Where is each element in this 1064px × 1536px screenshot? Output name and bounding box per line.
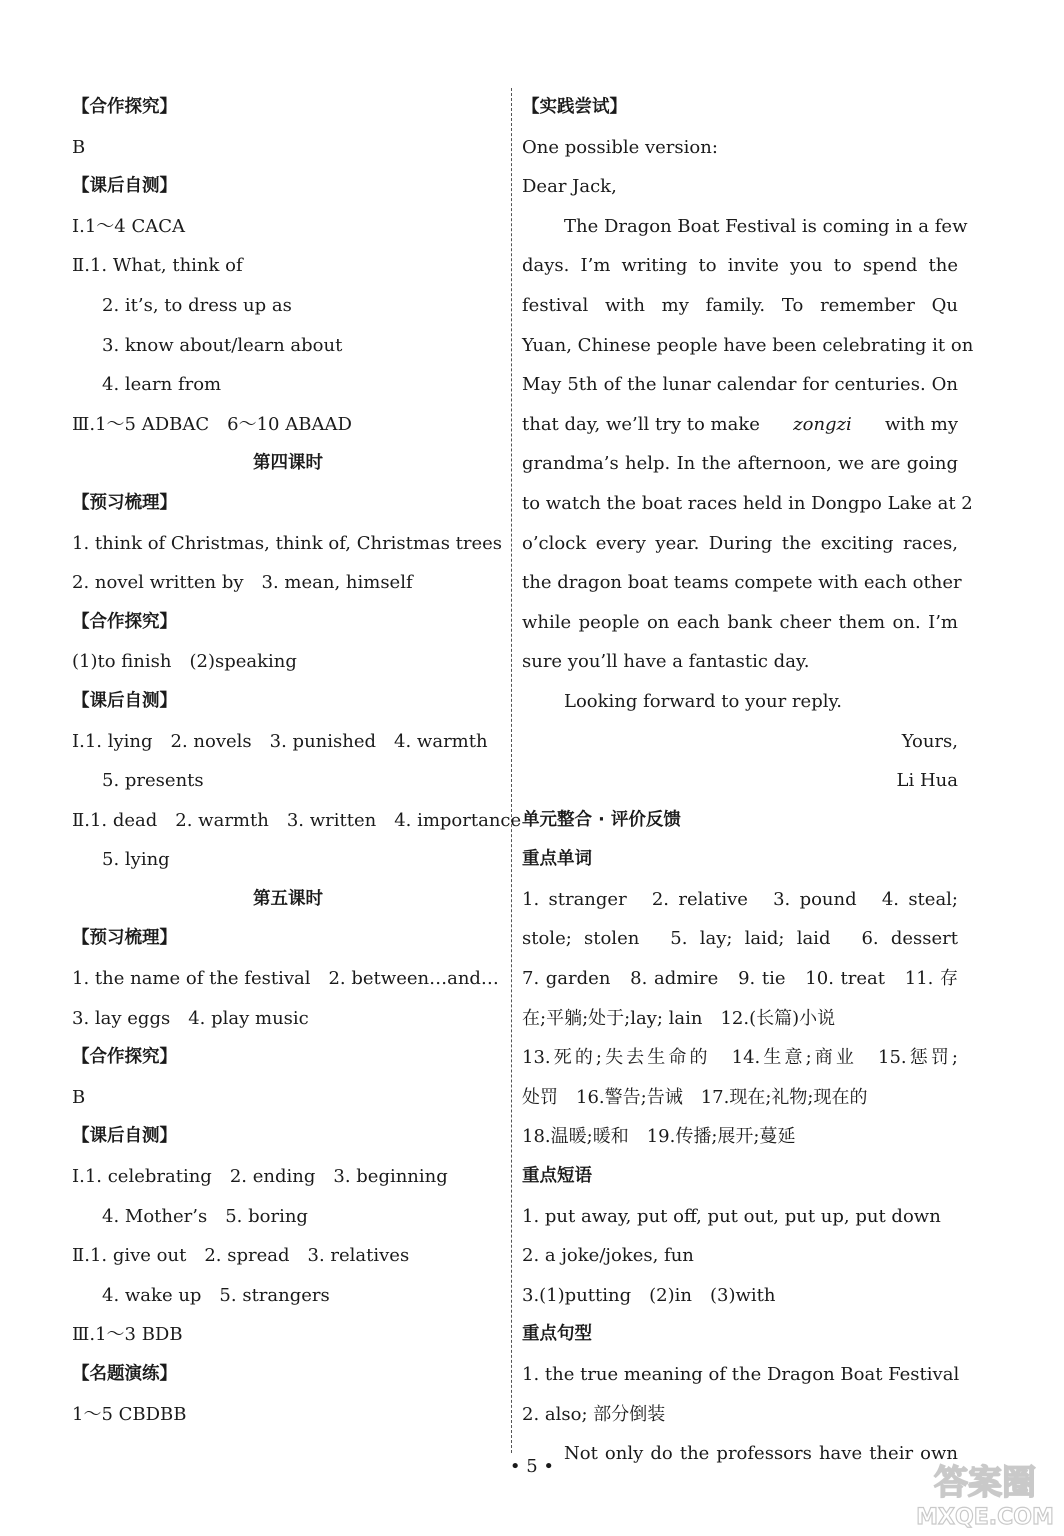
section-heading: 【预习梳理】	[72, 492, 177, 513]
answer-line: Ⅲ.1～5 ADBAC 6～10 ABAAD	[72, 413, 352, 435]
section-heading: 重点短语	[522, 1166, 592, 1187]
section-heading: 【实践尝试】	[522, 97, 627, 117]
letter-text: that day, we’ll try to make	[522, 413, 766, 435]
answer-line: 在;平躺;处于;lay; lain 12.(长篇)小说	[522, 1007, 836, 1029]
lesson-title: 第四课时	[253, 453, 323, 474]
letter-body-line: while people on each bank cheer them on. I’m	[522, 611, 958, 633]
lesson-title: 第五课时	[253, 888, 323, 909]
section-heading: 重点句型	[522, 1324, 592, 1345]
answer-line: stole; stolen 5. lay; laid; laid 6. dessert	[522, 928, 958, 950]
answer-line: Ⅰ.1～4 CACA	[72, 215, 186, 237]
letter-body-line: to watch the boat races held in Dongpo Lake at 2	[522, 492, 973, 514]
letter-body-line: the dragon boat teams compete with each other	[522, 572, 962, 594]
letter-body-line: Yuan, Chinese people have been celebrating it on	[522, 334, 974, 356]
answer-line: Ⅰ.1. celebrating 2. ending 3. beginning	[72, 1166, 448, 1188]
column-divider	[511, 88, 512, 1453]
letter-body-line: The Dragon Boat Festival is coming in a few	[564, 215, 968, 237]
answer-line: 4. learn from	[102, 374, 222, 396]
letter-signoff: Yours,	[901, 730, 958, 752]
answer-line: 1. the name of the festival 2. between…and…	[72, 968, 499, 990]
letter-salutation: Dear Jack,	[522, 176, 617, 198]
answer-line: 4. Mother’s 5. boring	[102, 1205, 308, 1227]
watermark-url: MXQE.COM	[916, 1505, 1054, 1530]
answer-line: 2. a joke/jokes, fun	[522, 1245, 694, 1267]
letter-intro: One possible version:	[522, 136, 718, 158]
answer-line: 1～5 CBDBB	[72, 1403, 187, 1425]
section-heading: 【课后自测】	[72, 1126, 177, 1147]
answer-line: 5. presents	[102, 770, 204, 792]
letter-body-line: days. I’m writing to invite you to spend the	[522, 255, 958, 277]
answer-line: 3. lay eggs 4. play music	[72, 1007, 309, 1029]
answer-line: 1. think of Christmas, think of, Christmas trees	[72, 532, 503, 554]
section-heading: 【名题演练】	[72, 1364, 177, 1384]
section-heading: 【合作探究】	[72, 1047, 177, 1068]
answer-line: 13.死的;失去生命的 14.生意;商业 15.惩罚;	[522, 1047, 958, 1069]
letter-body-line: grandma’s help. In the afternoon, we are going	[522, 453, 958, 475]
answer-line: Not only do the professors have their own	[564, 1443, 958, 1465]
section-heading: 重点单词	[522, 849, 592, 870]
letter-signature: Li Hua	[896, 770, 958, 792]
answer-line: Ⅱ.1. dead 2. warmth 3. written 4. importance	[72, 809, 522, 831]
unit-title: 单元整合 · 评价反馈	[522, 809, 681, 830]
letter-body-line: May 5th of the lunar calendar for centuries. On	[522, 374, 958, 396]
section-heading: 【课后自测】	[72, 176, 177, 197]
letter-italic-word: zongzi	[793, 413, 852, 435]
section-heading: 【课后自测】	[72, 690, 177, 711]
answer-line: (1)to finish (2)speaking	[72, 651, 297, 673]
answer-line: 1. stranger 2. relative 3. pound 4. steal;	[522, 888, 958, 910]
answer-line: B	[72, 136, 86, 158]
letter-body-line: sure you’ll have a fantastic day.	[522, 651, 810, 673]
watermark-text: 答案圈	[934, 1463, 1036, 1503]
answer-line: 1. put away, put off, put out, put up, put down	[522, 1205, 941, 1227]
section-heading: 【预习梳理】	[72, 928, 177, 949]
answer-line: 3.(1)putting (2)in (3)with	[522, 1284, 776, 1306]
answer-line: Ⅰ.1. lying 2. novels 3. punished 4. warmth	[72, 730, 488, 752]
section-heading: 【合作探究】	[72, 97, 177, 117]
answer-line: 3. know about/learn about	[102, 334, 343, 356]
answer-line: B	[72, 1086, 86, 1108]
answer-line: 1. the true meaning of the Dragon Boat Festival	[522, 1364, 960, 1385]
letter-closing: Looking forward to your reply.	[564, 690, 842, 712]
page-number: • 5 •	[509, 1456, 555, 1477]
answer-line: 处罚 16.警告;告诫 17.现在;礼物;现在的	[522, 1086, 868, 1108]
watermark-logo	[910, 1454, 1060, 1532]
letter-text: with my	[879, 413, 958, 435]
answer-line: 4. wake up 5. strangers	[102, 1284, 330, 1306]
answer-line: Ⅱ.1. What, think of	[72, 255, 243, 277]
answer-line: 2. novel written by 3. mean, himself	[72, 572, 413, 594]
letter-body-line: o’clock every year. During the exciting races,	[522, 532, 958, 554]
right-column	[522, 88, 974, 1474]
answer-line: 2. also; 部分倒装	[522, 1403, 666, 1425]
letter-body-line: festival with my family. To remember Qu	[522, 294, 958, 316]
answer-line: 18.温暖;暖和 19.传播;展开;蔓延	[522, 1126, 796, 1148]
section-heading: 【合作探究】	[72, 611, 177, 632]
letter-body-line	[522, 405, 958, 445]
answer-line: Ⅱ.1. give out 2. spread 3. relatives	[72, 1245, 410, 1267]
answer-line: 2. it’s, to dress up as	[102, 294, 292, 316]
left-column	[72, 88, 522, 1434]
answer-line: 7. garden 8. admire 9. tie 10. treat 11. 存	[522, 968, 958, 990]
answer-line: Ⅲ.1～3 BDB	[72, 1324, 183, 1346]
answer-line: 5. lying	[102, 849, 170, 871]
